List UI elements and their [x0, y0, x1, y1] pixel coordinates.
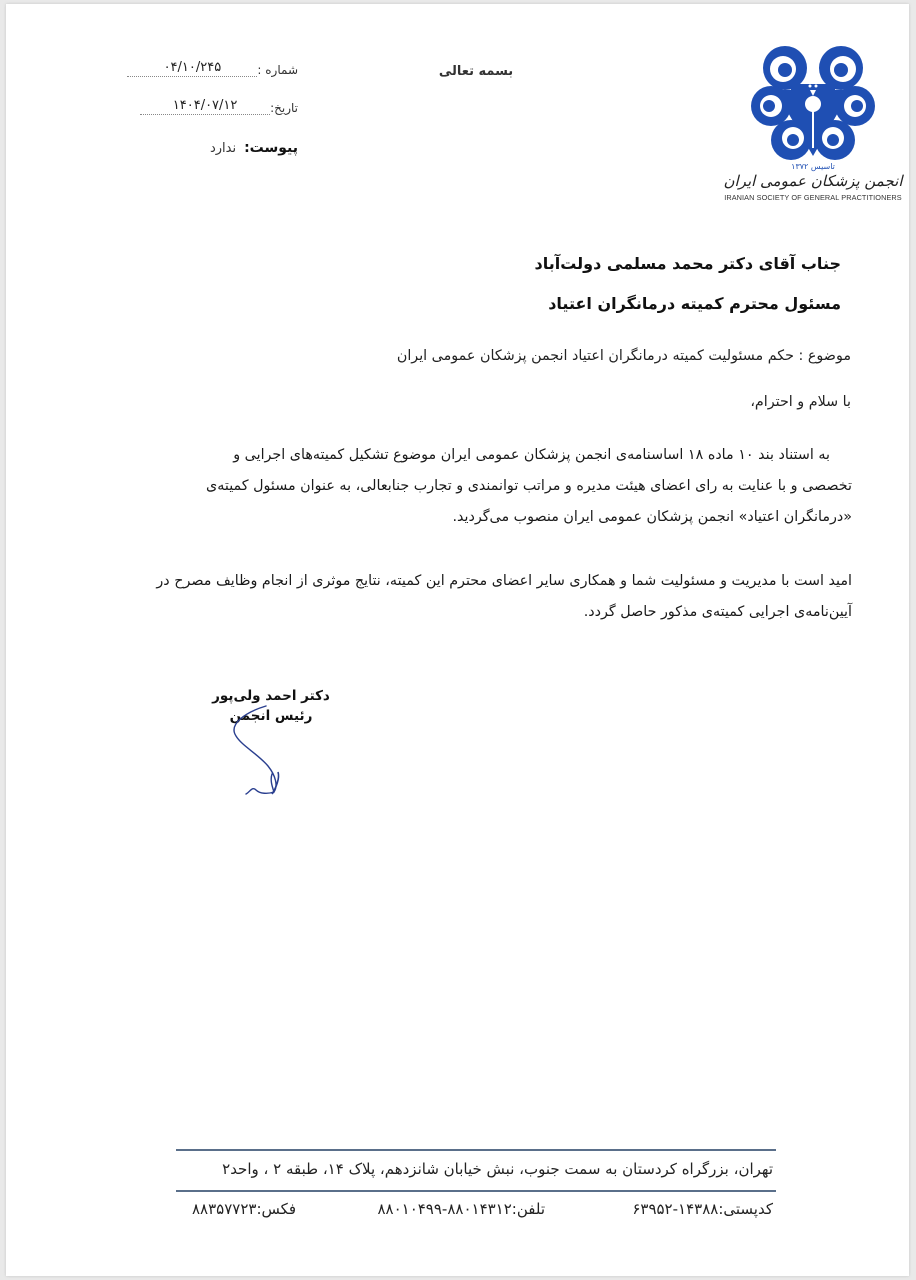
- logo-name-english: IRANIAN SOCIETY OF GENERAL PRACTITIONERS: [724, 193, 902, 202]
- letter-date-value: ۱۴۰۴/۰۷/۱۲: [172, 98, 238, 113]
- logo-name-persian: انجمن پزشکان عمومی ایران: [723, 172, 903, 190]
- letter-number-value: ۰۴/۱۰/۲۴۵: [163, 60, 222, 75]
- paragraph-1-line-1: به استناد بند ۱۰ ماده ۱۸ اساسنامه‌ی انجمن پزشکان عمومی ایران موضوع تشکیل کمیته‌های اجرایی و: [233, 447, 830, 463]
- recipient-title: مسئول محترم کمیته درمانگران اعتیاد: [548, 294, 841, 313]
- bismillah-heading: بسمه تعالی: [438, 64, 514, 79]
- footer-address: تهران، بزرگراه کردستان به سمت جنوب، نبش خیابان شانزدهم، پلاک ۱۴، طبقه ۲ ، واحد۲: [222, 1160, 773, 1178]
- paragraph-2-line-1: امید است با مدیریت و مسئولیت شما و همکاری سایر اعضای محترم این کمیته، نتایج موثری از انجام وظایف مصرح در: [156, 573, 852, 589]
- letter-paragraph-1: [66, 440, 852, 533]
- footer-fax: فکس:۸۸۳۵۷۷۲۳: [192, 1200, 297, 1218]
- letter-paragraph-2: [66, 566, 852, 628]
- signatory-name: دکتر احمد ولی‌پور: [212, 688, 330, 704]
- attachment-value: ندارد: [209, 141, 237, 156]
- paragraph-2-line-2: آیین‌نامه‌ی اجرایی کمیته‌ی مذکور حاصل گردد.: [583, 604, 852, 620]
- letter-greeting: با سلام و احترام،: [750, 394, 851, 410]
- letter-attachment-row: [210, 140, 298, 156]
- letter-meta-block: [98, 60, 298, 170]
- handwritten-signature-icon: [206, 694, 306, 804]
- letter-subject: موضوع : حکم مسئولیت کمیته درمانگران اعتیاد انجمن پزشکان عمومی ایران: [396, 348, 851, 364]
- footer-bottom-rule: [176, 1190, 776, 1192]
- organization-logo: [718, 44, 908, 220]
- footer-phone: تلفن:۸۸۰۱۴۳۱۲-۸۸۰۱۰۴۹۹: [377, 1200, 545, 1218]
- paragraph-1-line-2: تخصصی و با عنایت به رای اعضای هیئت مدیره و مراتب توانمندی و تجارب جنابعالی، به عنوان مسئول کمیته‌ی: [206, 478, 852, 494]
- recipient-name: جناب آقای دکتر محمد مسلمی دولت‌آباد: [534, 254, 841, 273]
- logo-founded-year: تاسیس ۱۳۷۲: [791, 162, 835, 171]
- letter-date-label: تاریخ:: [270, 101, 298, 115]
- paragraph-1-line-3: «درمانگران اعتیاد» انجمن پزشکان عمومی ایران منصوب می‌گردید.: [452, 509, 852, 525]
- letter-page: [6, 4, 909, 1276]
- letter-number-label: شماره :: [257, 63, 298, 77]
- footer-top-rule: [176, 1149, 776, 1151]
- letter-number-row: [127, 60, 298, 77]
- signatory-title: رئیس انجمن: [229, 708, 313, 724]
- footer-postal-code: کدپستی:۱۴۳۸۸-۶۳۹۵۲: [632, 1200, 773, 1218]
- attachment-label: پیوست:: [244, 140, 298, 156]
- butterfly-logo-icon: [751, 44, 875, 162]
- letter-date-row: [140, 98, 298, 115]
